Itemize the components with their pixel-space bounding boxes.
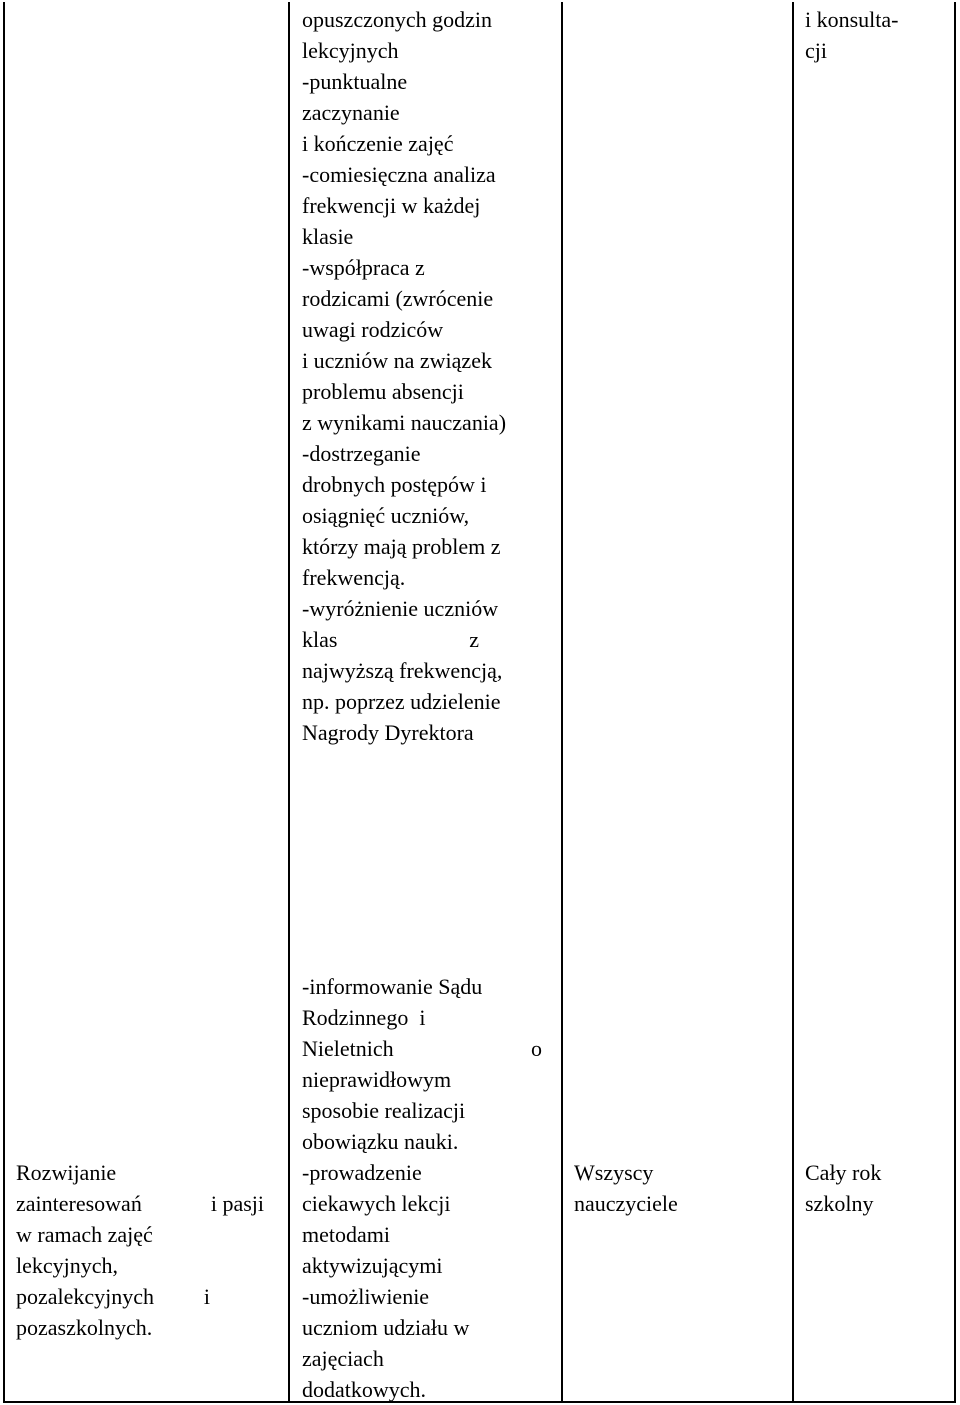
row1-col2-cell [302, 4, 547, 748]
row1-col2-line2-left: klas [302, 627, 338, 652]
row1-col2-paragraph-5: -dostrzeganie drobnych postępów i osiągnięć uczniów, którzy mają problem z frekwencją. [302, 441, 501, 590]
row1-col2-paragraph-3: -comiesięczna analiza frekwencji w każdej klasie [302, 162, 496, 249]
row1-col2-paragraph-6-rest: najwyższą frekwencją, np. poprzez udzielenie Nagrody Dyrektora [302, 658, 503, 745]
table-column-divider-2 [561, 2, 563, 1402]
row1-col2-paragraph-2: -punktualne zaczynanie i kończenie zajęć [302, 69, 454, 156]
row2-col1-line5-right: i [203, 1284, 210, 1309]
row2-col1-line4: lekcyjnych, [16, 1253, 119, 1278]
table-border-right [954, 2, 956, 1402]
row2-col1-line1: Rozwijanie [16, 1160, 117, 1185]
row2-col2-line1: -informowanie Sądu [302, 974, 483, 999]
row2-col1-line2 [16, 1188, 264, 1219]
row1-col2-paragraph-1: opuszczonych godzin lekcyjnych [302, 7, 492, 63]
row2-col1-cell [16, 1157, 266, 1343]
row2-col2-line3-left: Nieletnich [302, 1036, 394, 1061]
row1-col2-line2-right: z [469, 627, 479, 652]
row2-col1-line2-left: zainteresowań [16, 1191, 142, 1216]
row2-col1-line6: pozaszkolnych. [16, 1315, 153, 1340]
row2-col1-line5-left: pozalekcyjnych [16, 1284, 155, 1309]
row2-col1-line3: w ramach zajęć [16, 1222, 153, 1247]
row2-col1-line2-right: i pasji [210, 1191, 264, 1216]
table-column-divider-1 [288, 2, 290, 1402]
table-border-left [3, 2, 5, 1402]
row2-col1-line5 [16, 1281, 210, 1312]
row2-col2-line2: Rodzinnego i [302, 1005, 426, 1030]
row2-col2-rest: nieprawidłowym sposobie realizacji obowiązku nauki. -prowadzenie ciekawych lekcji metodami aktywizującymi -umożliwienie uczniom udziału w zajęciach dodatkowych. [302, 1067, 470, 1402]
row1-col2-paragraph-4: -współpraca z rodzicami (zwrócenie uwagi rodziców i uczniów na związek problemu absencji z wynikami nauczania) [302, 255, 507, 435]
row2-col2-line3-right: o [531, 1036, 542, 1061]
row2-col2-line3 [302, 1033, 542, 1064]
table-column-divider-3 [792, 2, 794, 1402]
row2-col4-text: Cały rok szkolny [805, 1160, 882, 1216]
row1-col2-paragraph-6-line1: -wyróżnienie uczniów [302, 596, 499, 621]
row2-col3-text: Wszyscy nauczyciele [574, 1160, 678, 1216]
row1-col2-paragraph-6-line2 [302, 624, 479, 655]
row1-col4-text: i konsulta- cji [805, 7, 899, 63]
row1-col2-paragraph-6 [302, 593, 547, 748]
row2-col2-cell [302, 971, 547, 1405]
